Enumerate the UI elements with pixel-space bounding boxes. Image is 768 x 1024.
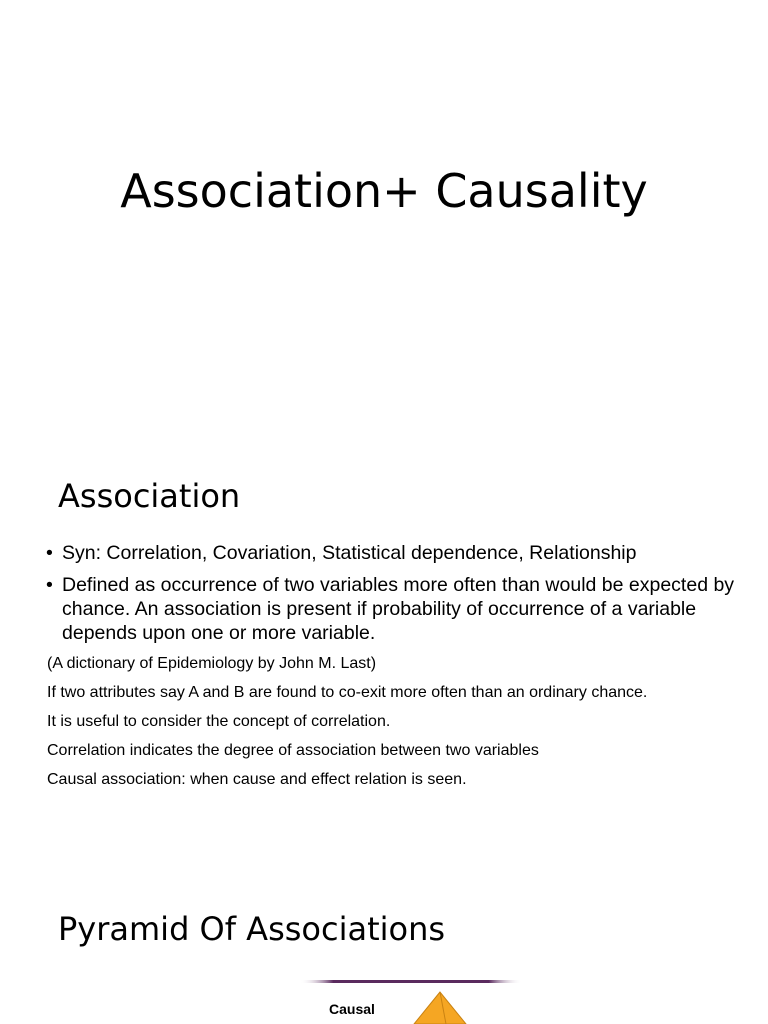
- note-text: Correlation indicates the degree of association between two variables: [47, 742, 539, 759]
- pyramid-causal-label: Causal: [329, 1001, 375, 1017]
- pyramid-diagram: [300, 975, 530, 1024]
- divider-line: [300, 980, 522, 983]
- pyramid-apex: [414, 992, 466, 1024]
- slide-title: Association+ Causality: [120, 164, 648, 218]
- bullet-text: Defined as occurrence of two variables more often than would be expected by chance. An association is present if probability of occurrence of a variable depends upon one or more variable.: [62, 574, 735, 644]
- bullet-dot-icon: •: [46, 542, 53, 564]
- note-text: It is useful to consider the concept of correlation.: [47, 713, 391, 730]
- note-text: If two attributes say A and B are found to co-exit more often than an ordinary chance.: [47, 684, 648, 701]
- association-bullet-list: [46, 541, 736, 653]
- bullet-item: [46, 573, 736, 645]
- association-heading: Association: [58, 477, 241, 515]
- bullet-item: [46, 541, 736, 565]
- bullet-text: Syn: Correlation, Covariation, Statistical dependence, Relationship: [62, 542, 637, 564]
- citation-text: (A dictionary of Epidemiology by John M. Last): [47, 655, 377, 672]
- pyramid-heading: Pyramid Of Associations: [58, 910, 446, 948]
- bullet-dot-icon: •: [46, 574, 53, 596]
- association-notes: [47, 654, 687, 799]
- note-text: Causal association: when cause and effect relation is seen.: [47, 771, 467, 788]
